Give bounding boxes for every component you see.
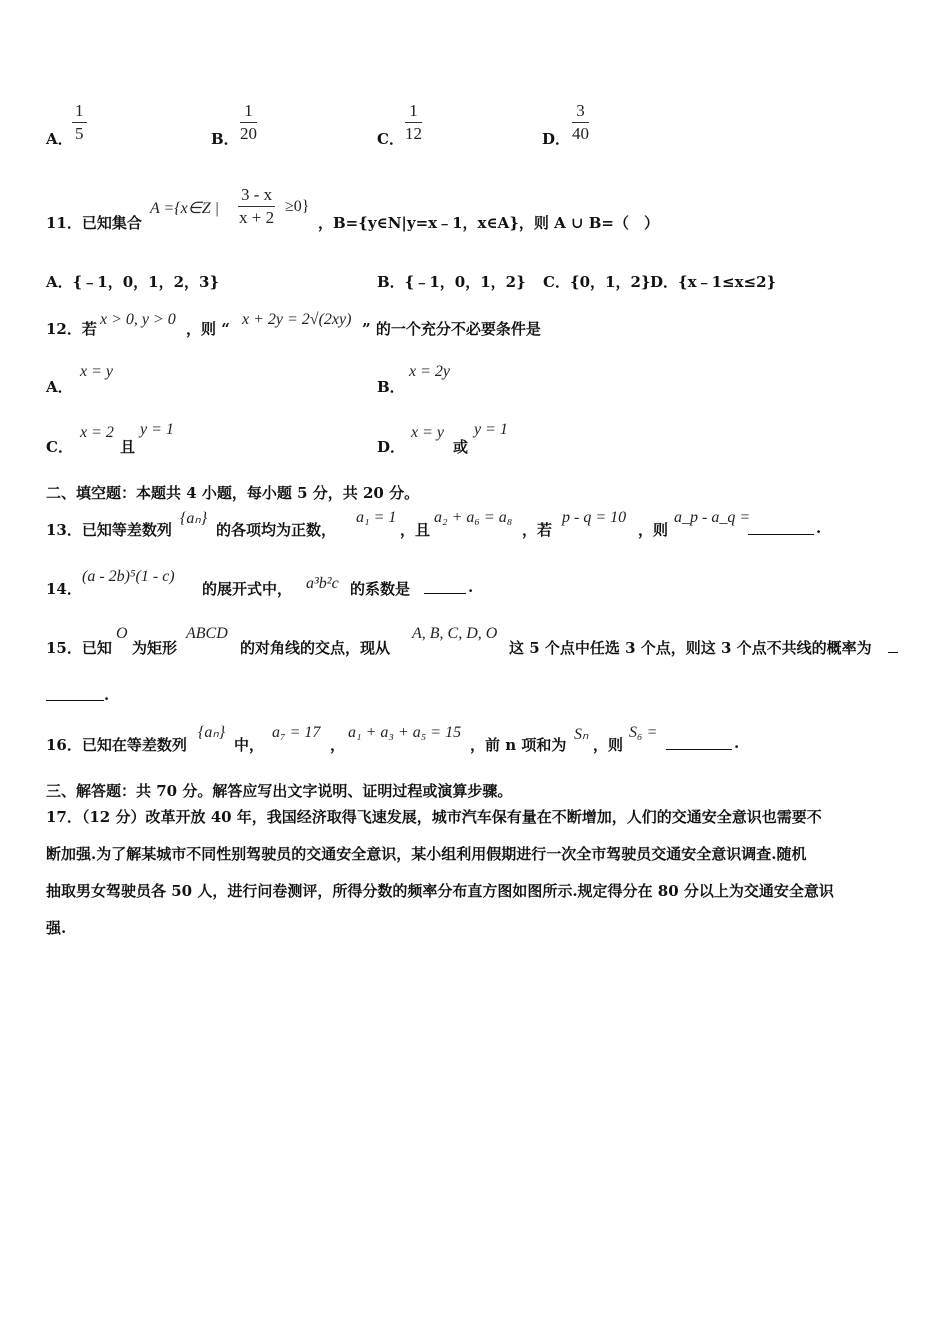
q10-option-b-fraction: $\frac{1}{20}$ bbox=[240, 101, 257, 143]
q15-answer-blank-end bbox=[46, 700, 104, 701]
q11-set-a-suffix: ≥0} bbox=[285, 198, 310, 215]
q14-part-3: 的系数是 bbox=[350, 580, 411, 598]
q14-end: . bbox=[468, 578, 474, 596]
q14-number: 14． bbox=[46, 580, 82, 598]
q13-answer-blank bbox=[748, 534, 814, 535]
q11-option-d: D．{x﹣1≤x≤2} bbox=[650, 273, 777, 291]
q11-rest: ，B={y∈N|y=x﹣1，x∈A}，则 A ∪ B=（ ） bbox=[318, 214, 659, 232]
q16-cond-1: a₇ = 17 bbox=[272, 724, 321, 741]
q13-part-1: 13．已知等差数列 bbox=[46, 521, 172, 539]
q10-option-a-fraction: $\frac{1}{5}$ bbox=[72, 100, 87, 145]
q16-part-3: ， bbox=[330, 736, 346, 754]
q16-s6: S₆ = bbox=[629, 724, 658, 741]
q13-cond-1: a₁ = 1 bbox=[356, 509, 397, 526]
q12-expression: x + 2y = 2√(2xy) bbox=[242, 311, 352, 328]
q10-option-d-letter: D． bbox=[542, 130, 571, 148]
q15-points: A, B, C, D, O bbox=[412, 625, 498, 642]
q12-option-d-conj: 或 bbox=[453, 438, 469, 456]
q11-option-b: B．{﹣1，0，1，2} bbox=[377, 273, 526, 291]
q12-number: 12．若 bbox=[46, 320, 97, 338]
q11-option-a: A．{﹣1，0，1，2，3} bbox=[46, 273, 220, 291]
q13-part-2: 的各项均为正数， bbox=[216, 521, 337, 539]
q11-set-a-prefix: A ={x∈Z | bbox=[150, 200, 220, 217]
q12-option-c-expr: x = 2 bbox=[80, 424, 114, 441]
q14-term: a³b²c bbox=[306, 575, 339, 592]
q16-part-2: 中， bbox=[234, 736, 265, 754]
section-3-heading: 三、解答题：共 70 分。解答应写出文字说明、证明过程或演算步骤。 bbox=[46, 782, 513, 800]
q10-option-c-letter: C． bbox=[377, 130, 404, 148]
q13-end: . bbox=[816, 519, 822, 537]
q17-line-3: 抽取男女驾驶员各 50 人，进行问卷测评，所得分数的频率分布直方图如图所示.规定得分在 80 分以上为交通安全意识 bbox=[46, 882, 834, 900]
q12-option-d-expr: x = y bbox=[411, 424, 444, 441]
q12-option-a-letter: A． bbox=[46, 378, 73, 396]
q12-option-c-letter: C． bbox=[46, 438, 73, 456]
q12-option-c-conj: 且 bbox=[120, 438, 136, 456]
q11-number: 11．已知集合 bbox=[46, 214, 142, 232]
q15-rectangle: ABCD bbox=[186, 625, 228, 642]
q17-line-2: 断加强.为了解某城市不同性别驾驶员的交通安全意识，某小组利用假期进行一次全市驾驶员交通安全意识调查.随机 bbox=[46, 845, 807, 863]
q17-line-4: 强. bbox=[46, 919, 67, 937]
q16-part-4: ，前 n 项和为 bbox=[470, 736, 567, 754]
section-2-heading: 二、填空题：本题共 4 小题，每小题 5 分，共 20 分。 bbox=[46, 484, 420, 502]
q15-part-3: 的对角线的交点，现从 bbox=[240, 639, 391, 657]
q10-option-c-fraction: $\frac{1}{12}$ bbox=[405, 101, 422, 143]
q13-part-3: ，且 bbox=[400, 521, 431, 539]
q14-expression: (a - 2b)⁵(1 - c) bbox=[82, 568, 175, 585]
q13-cond-4: a_p - a_q = bbox=[674, 509, 751, 526]
q15-part-4: 这 5 个点中任选 3 个点，则这 3 个点不共线的概率为 bbox=[509, 639, 872, 657]
q15-point-o: O bbox=[116, 625, 128, 642]
q10-option-d-fraction: $\frac{3}{40}$ bbox=[572, 101, 589, 143]
q12-then: ，则 “ bbox=[186, 320, 230, 338]
q12-option-d-expr2: y = 1 bbox=[474, 421, 508, 438]
q15-part-2: 为矩形 bbox=[132, 639, 178, 657]
q15-end: . bbox=[104, 686, 110, 704]
q13-cond-3: p - q = 10 bbox=[562, 509, 627, 526]
q16-part-1: 16．已知在等差数列 bbox=[46, 736, 187, 754]
q16-answer-blank bbox=[666, 749, 732, 750]
q15-part-1: 15．已知 bbox=[46, 639, 112, 657]
q10-option-a-letter: A． bbox=[46, 130, 73, 148]
q13-part-4: ，若 bbox=[522, 521, 553, 539]
q13-cond-2: a₂ + a₆ = a₈ bbox=[434, 509, 513, 526]
q13-sequence: {aₙ} bbox=[180, 510, 208, 527]
q12-option-b-expr: x = 2y bbox=[409, 363, 450, 380]
q12-option-b-letter: B． bbox=[377, 378, 405, 396]
q12-condition: x > 0, y > 0 bbox=[100, 311, 176, 328]
q15-answer-blank-start bbox=[888, 652, 898, 653]
q16-cond-2: a₁ + a₃ + a₅ = 15 bbox=[348, 724, 462, 741]
q12-option-c-expr2: y = 1 bbox=[140, 421, 174, 438]
q16-sequence: {aₙ} bbox=[198, 724, 226, 741]
q14-part-2: 的展开式中， bbox=[202, 580, 293, 598]
q11-set-a-fraction: $\frac{3 - x}{x + 2}$ bbox=[239, 185, 275, 227]
q16-part-5: ，则 bbox=[593, 736, 624, 754]
q17-line-1: 17．（12 分）改革开放 40 年，我国经济取得飞速发展，城市汽车保有量在不断增加，人们的交通安全意识也需要不 bbox=[46, 808, 822, 826]
q10-option-b-letter: B． bbox=[211, 130, 239, 148]
q12-tail: ” 的一个充分不必要条件是 bbox=[362, 320, 541, 338]
q12-option-a-expr: x = y bbox=[80, 363, 113, 380]
q11-option-c: C．{0，1，2} bbox=[543, 273, 651, 291]
q16-sum-sn: Sₙ bbox=[574, 726, 589, 743]
q13-part-5: ，则 bbox=[638, 521, 669, 539]
q12-option-d-letter: D． bbox=[377, 438, 406, 456]
q14-answer-blank bbox=[424, 593, 466, 594]
q16-end: . bbox=[734, 734, 740, 752]
